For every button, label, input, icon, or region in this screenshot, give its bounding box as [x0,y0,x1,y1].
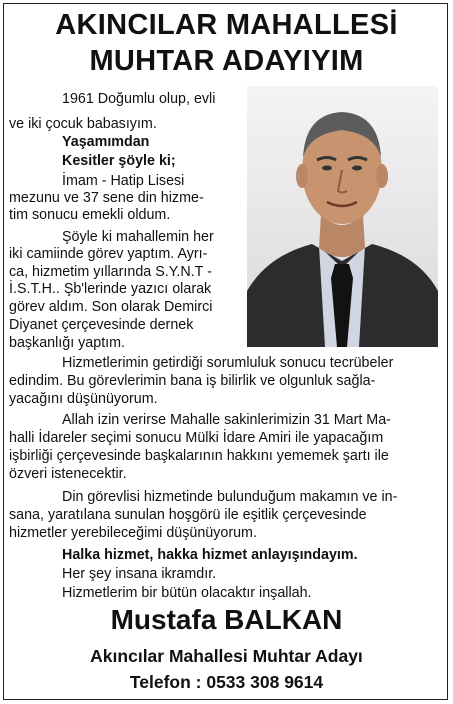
body-line: İmam - Hatip Lisesi [62,173,185,189]
headline-line-2: MUHTAR ADAYIYIM [89,45,364,77]
body-line: mezunu ve 37 sene din hizme- [9,190,204,206]
body-line: ve iki çocuk babasıyım. [9,116,157,132]
body-line: Hizmetlerimin getirdiği sorumluluk sonucu tecrübeler [62,355,394,371]
portrait-illustration [247,86,438,347]
body-line: Her şey insana ikramdır. [62,566,217,582]
body-line: İ.S.T.H.. Şb'lerinde yazıcı olarak [9,281,212,297]
body-line: işbirliği çerçevesinde başkalarının hakkını yememek şartı ile [9,448,389,464]
headline-line-1: AKINCILAR MAHALLESİ [55,9,398,41]
body-line: tim sonucu emekli oldum. [9,207,171,223]
body-line: Şöyle ki mahallemin her [62,229,214,245]
body-line-bold: Halka hizmet, hakka hizmet anlayışındayım. [62,547,358,563]
body-line: edindim. Bu görevlerimin bana iş bilirlik ve olgunluk sağla- [9,373,376,389]
phone-number: Telefon : 0533 308 9614 [129,672,324,692]
body-line: yacağını düşünüyorum. [9,391,158,407]
body-line: Din görevlisi hizmetinde bulunduğum makamın ve in- [62,489,398,505]
candidate-role: Akıncılar Mahallesi Muhtar Adayı [90,646,363,666]
body-line: özveri istenecektir. [9,466,127,482]
body-line: görev aldım. Son olarak Demirci [9,299,213,315]
body-line: halli İdareler seçimi sonucu Mülki İdare Amiri ile yapacağım [9,430,384,446]
body-line: ca, hizmetim yıllarında S.Y.N.T - [9,264,212,280]
body-line: başkanlığı yaptım. [9,335,126,351]
body-line: Allah izin verirse Mahalle sakinlerimizin 31 Mart Ma- [62,412,391,428]
body-line: Hizmetlerim bir bütün olacaktır inşallah. [62,585,312,601]
body-line: hizmetler yerebileceğimi düşünüyorum. [9,525,257,541]
body-line-bold: Kesitler şöyle ki; [62,153,176,169]
body-line: sana, yaratılana sunulan hoşgörü ile eşitlik çerçevesinde [9,507,367,523]
body-line-bold: Yaşamımdan [62,134,150,150]
body-line: 1961 Doğumlu olup, evli [62,91,216,107]
candidate-photo [247,86,438,347]
body-line: Diyanet çerçevesinde dernek [9,317,194,333]
candidate-name: Mustafa BALKAN [110,604,343,635]
body-line: iki camiinde görev yaptım. Ayrı- [9,246,208,262]
